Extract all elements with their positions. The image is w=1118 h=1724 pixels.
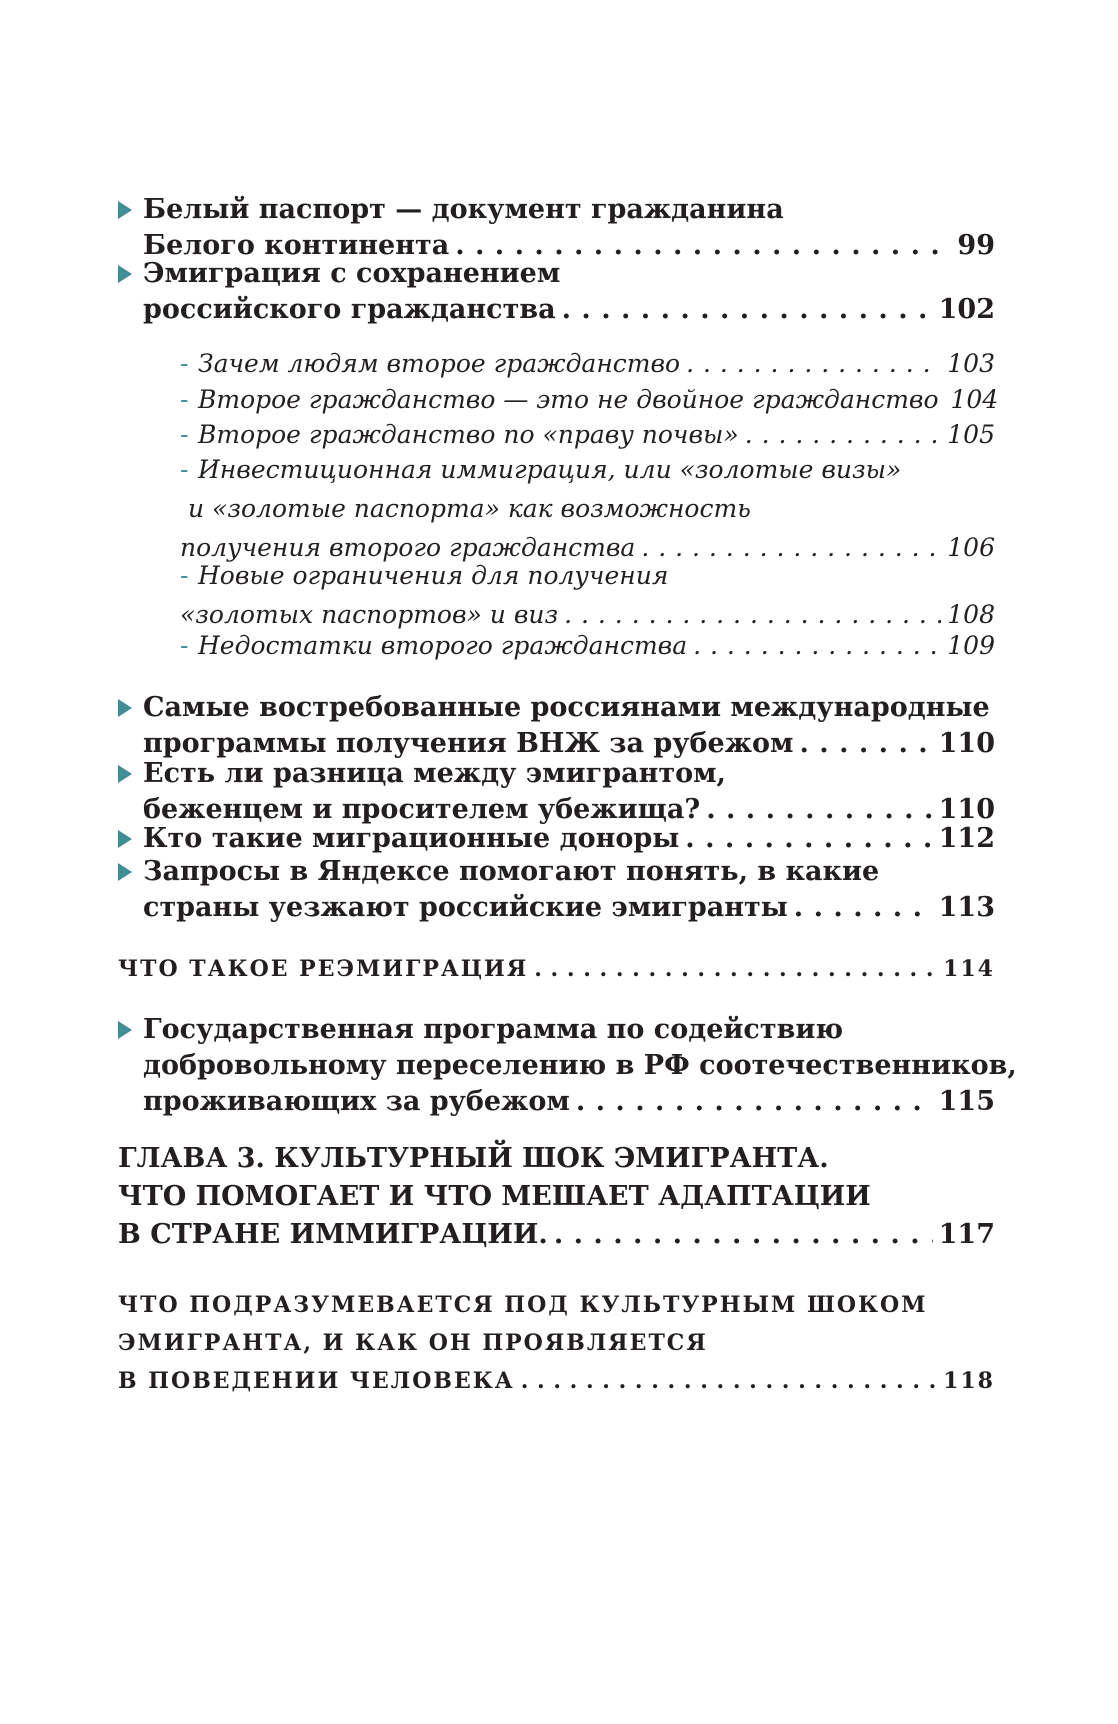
dash-marker: - [180,385,189,414]
toc-entry-title: российского гражданства [143,294,556,325]
page-number: 113 [938,892,995,923]
page-number: 114 [943,956,995,982]
toc-entry-title: беженцем и просителем убежища? [143,794,701,825]
leader-dots [693,626,941,665]
toc-entry-title: проживающих за рубежом [143,1086,570,1117]
triangle-bullet-icon [118,765,132,783]
toc-entry-line: Запросы в Яндексе помогают понять, в какие [143,856,880,887]
leader-dots [521,1362,937,1400]
toc-entry-title: В СТРАНЕ ИММИГРАЦИИ. [118,1219,548,1250]
toc-entry-title: В ПОВЕДЕНИИ ЧЕЛОВЕКА [118,1368,515,1394]
page-number: 105 [947,420,995,449]
toc-entry-line: ЭМИГРАНТА, И КАК ОН ПРОЯВЛЯЕТСЯ [118,1330,708,1356]
toc-entry-line: ЧТО ПОДРАЗУМЕВАЕТСЯ ПОД КУЛЬТУРНЫМ ШОКОМ [118,1292,928,1318]
toc-entry-title: страны уезжают российские эмигранты [143,892,788,923]
leader-dots [554,1216,933,1254]
toc-entry-title: Зачем людям второе гражданство [198,349,681,378]
triangle-bullet-icon [118,830,132,848]
toc-entry-title: Второе гражданство по «праву почвы» [198,420,739,449]
toc-entry-line: Инвестиционная иммиграция, или «золотые визы» [198,455,902,484]
dash-marker: - [180,349,189,378]
page-number: 110 [938,728,995,759]
toc-entry-line: Эмиграция с сохранением [143,258,561,289]
triangle-bullet-icon [118,265,132,283]
triangle-bullet-icon [118,201,132,219]
toc-entry-line: и «золотые паспорта» как возможность [188,494,751,523]
page-number: 103 [947,349,995,378]
leader-dots [685,821,932,857]
leader-dots [576,1084,933,1120]
page-number: 99 [957,230,995,261]
page-number: 112 [938,823,995,854]
triangle-bullet-icon [118,699,132,717]
triangle-bullet-icon [118,1021,132,1039]
leader-dots [745,415,942,454]
leader-dots [562,292,933,328]
toc-entry-title: Второе гражданство — это не двойное гражданство [198,385,939,414]
toc-entry-line: Новые ограничения для получения [198,561,669,590]
toc-entry-title: «золотых паспортов» и виз [180,600,559,629]
page-number: 117 [938,1219,995,1250]
toc-entry-line: Есть ли разница между эмигрантом, [143,758,726,789]
toc-entry-title: программы получения ВНЖ за рубежом [143,728,794,759]
toc-entry-line: добровольному переселению в РФ соотечественников, [143,1050,1017,1081]
dash-marker: - [180,561,189,590]
page-number: 109 [947,631,995,660]
dash-marker: - [180,420,189,449]
page-number: 102 [938,294,995,325]
leader-dots [794,890,933,926]
leader-dots [686,344,941,383]
page-number: 118 [943,1368,995,1394]
page-number: 104 [950,385,999,414]
toc-entry-title: получения второго гражданства [180,533,636,562]
toc-entry-line: Белый паспорт — документ гражданина [143,194,784,225]
toc-entry-title: Недостатки второго гражданства [198,631,688,660]
page-number: 108 [947,600,995,629]
dash-marker: - [180,455,189,484]
toc-entry-title: Белого континента [143,230,450,261]
toc-entry-title: Кто такие миграционные доноры [143,823,680,854]
toc-entry-title: ЧТО ТАКОЕ РЕЭМИГРАЦИЯ [118,956,529,982]
toc-entry-line: ЧТО ПОМОГАЕТ И ЧТО МЕШАЕТ АДАПТАЦИИ [118,1181,871,1212]
page-number: 115 [938,1086,995,1117]
toc-entry-line: Самые востребованные россиянами международные [143,692,990,723]
triangle-bullet-icon [118,863,132,881]
page-number: 110 [938,794,995,825]
dash-marker: - [180,631,189,660]
toc-entry-line: Государственная программа по содействию [143,1014,844,1045]
page-number: 106 [947,533,995,562]
toc-entry-line: ГЛАВА 3. КУЛЬТУРНЫЙ ШОК ЭМИГРАНТА. [118,1143,829,1174]
leader-dots [534,950,937,988]
